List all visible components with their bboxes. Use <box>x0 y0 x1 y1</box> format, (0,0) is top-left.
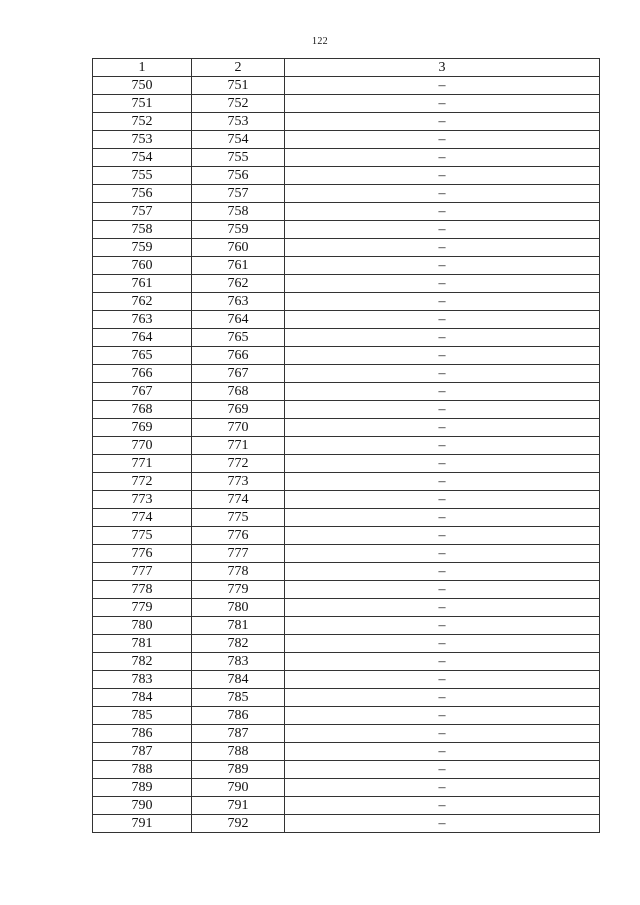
table-cell-col-2: 758 <box>192 203 285 221</box>
table-row <box>93 671 600 689</box>
table-cell-col-3: – <box>285 779 600 797</box>
table-row <box>93 113 600 131</box>
table-cell-col-1: 766 <box>93 365 192 383</box>
table-row <box>93 221 600 239</box>
table-cell-col-3: – <box>285 113 600 131</box>
table-cell-col-3: – <box>285 563 600 581</box>
table-cell-col-3: – <box>285 347 600 365</box>
table-row <box>93 311 600 329</box>
table-cell-col-1: 763 <box>93 311 192 329</box>
table-row <box>93 347 600 365</box>
table-cell-col-2: 756 <box>192 167 285 185</box>
table-row <box>93 689 600 707</box>
table-cell-col-1: 773 <box>93 491 192 509</box>
table-cell-col-1: 759 <box>93 239 192 257</box>
table-cell-col-3: – <box>285 167 600 185</box>
table-cell-col-3: – <box>285 311 600 329</box>
table-cell-col-1: 780 <box>93 617 192 635</box>
table-row <box>93 365 600 383</box>
table-cell-col-3: – <box>285 95 600 113</box>
table-cell-col-3: – <box>285 599 600 617</box>
table-cell-col-2: 755 <box>192 149 285 167</box>
table-row <box>93 707 600 725</box>
table-row <box>93 293 600 311</box>
table-row <box>93 761 600 779</box>
data-table <box>92 58 600 833</box>
table-cell-col-2: 766 <box>192 347 285 365</box>
table-row <box>93 527 600 545</box>
table-cell-col-3: – <box>285 401 600 419</box>
table-cell-col-3: – <box>285 725 600 743</box>
table-cell-col-3: – <box>285 527 600 545</box>
table-cell-col-3: – <box>285 149 600 167</box>
table-cell-col-2: 786 <box>192 707 285 725</box>
table-row <box>93 149 600 167</box>
table-cell-col-1: 765 <box>93 347 192 365</box>
column-header-3: 3 <box>285 59 600 77</box>
table-cell-col-3: – <box>285 545 600 563</box>
table-cell-col-2: 757 <box>192 185 285 203</box>
table-cell-col-3: – <box>285 131 600 149</box>
table-cell-col-3: – <box>285 617 600 635</box>
table-cell-col-3: – <box>285 815 600 833</box>
table-cell-col-1: 758 <box>93 221 192 239</box>
table-cell-col-2: 761 <box>192 257 285 275</box>
table-cell-col-2: 778 <box>192 563 285 581</box>
table-cell-col-2: 763 <box>192 293 285 311</box>
column-header-2: 2 <box>192 59 285 77</box>
table-row <box>93 185 600 203</box>
table-body <box>93 77 600 833</box>
table-cell-col-3: – <box>285 419 600 437</box>
table-row <box>93 491 600 509</box>
table-cell-col-1: 762 <box>93 293 192 311</box>
table-cell-col-3: – <box>285 761 600 779</box>
table-cell-col-3: – <box>285 257 600 275</box>
column-header-1: 1 <box>93 59 192 77</box>
table-cell-col-3: – <box>285 365 600 383</box>
table-cell-col-1: 764 <box>93 329 192 347</box>
table-cell-col-1: 756 <box>93 185 192 203</box>
table-row <box>93 167 600 185</box>
table-cell-col-1: 791 <box>93 815 192 833</box>
table-cell-col-3: – <box>285 293 600 311</box>
table-cell-col-2: 764 <box>192 311 285 329</box>
table-cell-col-1: 769 <box>93 419 192 437</box>
table-cell-col-3: – <box>285 383 600 401</box>
table-cell-col-1: 784 <box>93 689 192 707</box>
table-cell-col-3: – <box>285 707 600 725</box>
table-row <box>93 473 600 491</box>
table-header <box>93 59 600 77</box>
table-cell-col-2: 754 <box>192 131 285 149</box>
table-cell-col-3: – <box>285 221 600 239</box>
table-row <box>93 401 600 419</box>
table-cell-col-1: 790 <box>93 797 192 815</box>
table-cell-col-1: 774 <box>93 509 192 527</box>
table-cell-col-2: 784 <box>192 671 285 689</box>
table-row <box>93 203 600 221</box>
table-cell-col-2: 768 <box>192 383 285 401</box>
header-row <box>93 59 600 77</box>
table-cell-col-2: 780 <box>192 599 285 617</box>
table-cell-col-1: 757 <box>93 203 192 221</box>
table-cell-col-1: 767 <box>93 383 192 401</box>
table-row <box>93 581 600 599</box>
table-row <box>93 509 600 527</box>
table-cell-col-2: 791 <box>192 797 285 815</box>
table-cell-col-1: 777 <box>93 563 192 581</box>
page-number: 122 <box>312 36 328 47</box>
table-row <box>93 455 600 473</box>
table-row <box>93 599 600 617</box>
table-cell-col-1: 753 <box>93 131 192 149</box>
table-cell-col-3: – <box>285 509 600 527</box>
table-cell-col-1: 768 <box>93 401 192 419</box>
table-cell-col-2: 789 <box>192 761 285 779</box>
table-row <box>93 131 600 149</box>
table-cell-col-2: 760 <box>192 239 285 257</box>
table-row <box>93 797 600 815</box>
table-row <box>93 653 600 671</box>
table-row <box>93 617 600 635</box>
table-cell-col-3: – <box>285 491 600 509</box>
table-cell-col-3: – <box>285 185 600 203</box>
table-cell-col-1: 771 <box>93 455 192 473</box>
table-row <box>93 275 600 293</box>
table-row <box>93 257 600 275</box>
table-cell-col-3: – <box>285 743 600 761</box>
table-cell-col-2: 762 <box>192 275 285 293</box>
table-cell-col-2: 776 <box>192 527 285 545</box>
table-cell-col-2: 772 <box>192 455 285 473</box>
table-cell-col-3: – <box>285 581 600 599</box>
table-cell-col-2: 781 <box>192 617 285 635</box>
table-row <box>93 95 600 113</box>
table-row <box>93 419 600 437</box>
table-cell-col-2: 788 <box>192 743 285 761</box>
table-cell-col-2: 787 <box>192 725 285 743</box>
table-row <box>93 635 600 653</box>
table-cell-col-3: – <box>285 797 600 815</box>
table-cell-col-3: – <box>285 239 600 257</box>
table-cell-col-1: 779 <box>93 599 192 617</box>
table-row <box>93 725 600 743</box>
table-cell-col-1: 782 <box>93 653 192 671</box>
table-cell-col-3: – <box>285 635 600 653</box>
table-row <box>93 743 600 761</box>
table-cell-col-2: 765 <box>192 329 285 347</box>
table-cell-col-3: – <box>285 473 600 491</box>
table-cell-col-1: 755 <box>93 167 192 185</box>
table-cell-col-3: – <box>285 455 600 473</box>
table-row <box>93 437 600 455</box>
table-cell-col-2: 773 <box>192 473 285 491</box>
table-cell-col-2: 767 <box>192 365 285 383</box>
table-cell-col-1: 775 <box>93 527 192 545</box>
table-row <box>93 815 600 833</box>
table-cell-col-3: – <box>285 671 600 689</box>
table-cell-col-1: 770 <box>93 437 192 455</box>
table-cell-col-1: 788 <box>93 761 192 779</box>
table-cell-col-2: 751 <box>192 77 285 95</box>
table-cell-col-1: 789 <box>93 779 192 797</box>
table-row <box>93 383 600 401</box>
table-cell-col-3: – <box>285 275 600 293</box>
table-cell-col-1: 760 <box>93 257 192 275</box>
table-cell-col-1: 772 <box>93 473 192 491</box>
table-cell-col-2: 777 <box>192 545 285 563</box>
table-cell-col-1: 750 <box>93 77 192 95</box>
table-cell-col-3: – <box>285 653 600 671</box>
table-cell-col-1: 752 <box>93 113 192 131</box>
table-cell-col-2: 770 <box>192 419 285 437</box>
table-cell-col-2: 769 <box>192 401 285 419</box>
table-cell-col-2: 759 <box>192 221 285 239</box>
table-cell-col-1: 785 <box>93 707 192 725</box>
table-cell-col-3: – <box>285 689 600 707</box>
table-cell-col-2: 779 <box>192 581 285 599</box>
table-cell-col-2: 792 <box>192 815 285 833</box>
table-cell-col-2: 753 <box>192 113 285 131</box>
table-cell-col-2: 782 <box>192 635 285 653</box>
table-row <box>93 545 600 563</box>
table-cell-col-2: 785 <box>192 689 285 707</box>
table-cell-col-1: 778 <box>93 581 192 599</box>
table-cell-col-3: – <box>285 329 600 347</box>
table-row <box>93 329 600 347</box>
table-row <box>93 563 600 581</box>
table-cell-col-1: 781 <box>93 635 192 653</box>
table-cell-col-1: 754 <box>93 149 192 167</box>
table-cell-col-3: – <box>285 437 600 455</box>
table-row <box>93 779 600 797</box>
table-cell-col-1: 751 <box>93 95 192 113</box>
table-cell-col-1: 776 <box>93 545 192 563</box>
table-cell-col-2: 790 <box>192 779 285 797</box>
table-cell-col-1: 786 <box>93 725 192 743</box>
table-cell-col-2: 771 <box>192 437 285 455</box>
table-cell-col-2: 783 <box>192 653 285 671</box>
table-cell-col-1: 783 <box>93 671 192 689</box>
table-cell-col-1: 787 <box>93 743 192 761</box>
table-cell-col-1: 761 <box>93 275 192 293</box>
table-cell-col-3: – <box>285 203 600 221</box>
table-cell-col-2: 752 <box>192 95 285 113</box>
table-row <box>93 77 600 95</box>
table-row <box>93 239 600 257</box>
table-cell-col-2: 775 <box>192 509 285 527</box>
table-cell-col-3: – <box>285 77 600 95</box>
table-cell-col-2: 774 <box>192 491 285 509</box>
